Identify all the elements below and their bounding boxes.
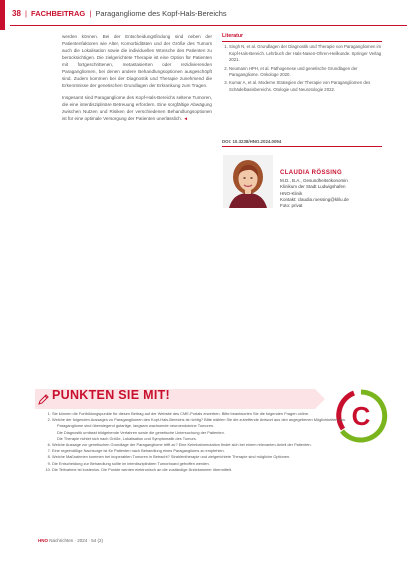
body-column [62,33,212,127]
cme-item: 2. Welche der folgenden Aussagen zu Paragangliomen des Kopf-Hals-Bereichs ist richtig? Bitte wählen Sie die zutreffende Antwort aus den angegebenen Möglichkeiten aus. [52,417,390,422]
body-paragraph: werden können. Bei der Entscheidungsfindung sind neben der Patientenfaktoren wie Alter, Komorbiditäten und der Größe des Tumors auch die Lokalisation sowie die individuellen Wünsche des Patienten zu berücksichtigen. Die zielgerichtete Therapie ist eine Option für Patienten mit fortgeschrittenen, metastasierten oder rezidivierenden Paragangliomen, bei denen andere Behandlungsoptionen ausgeschöpft sind. Zudem kommen bei der Diagnostik und Therapie zunehmend die Erkenntnisse der genetischen Grundlagen der Erkrankung zum Tragen. [62,34,212,88]
literature-box [222,33,382,95]
author-portrait-image [223,155,273,208]
end-mark-icon: ◄ [183,116,188,121]
footer-issue: Nachrichten · 2024 · 54 (2) [49,538,104,543]
author-line: Klinikum der Stadt Ludwigshafen [280,184,346,190]
doi-reference: DOI: 10.3238/HNO.2024.0094 [222,139,282,144]
author-photo [223,155,273,208]
literature-item: 3. Kumar A, et al. Moderne Strategien der Therapie von Paragangliomen des Schädelbasisbereichs. Otologie und Neurotologie 2022. [229,80,382,93]
cme-item: 10. Die Teilnahme ist kostenlos. Die Punkte werden elektronisch an die zuständige Ärztekammer übermittelt. [52,467,390,472]
cme-answer-option[interactable]: Paragangliome sind überwiegend gutartige, langsam wachsende neuroendokrine Tumoren. [57,423,215,429]
page-footer [38,538,103,543]
section-label: FACHBEITRAG [31,9,86,18]
author-line: Kontakt: claudia.roessing@klilu.de [280,196,349,202]
header-accent-bar [0,0,5,30]
cme-banner-title: PUNKTEN SIE MIT! [52,388,170,402]
header-rule [10,25,407,26]
cme-item: 6. Welche Aussage zur genetischen Grundlage der Paragangliome trifft zu? Eine Keimbahnmutation findet sich bei einem relevanten Anteil der Patienten. [52,442,390,447]
pencil-icon [38,392,49,410]
header-separator: | [25,9,27,18]
footer-brand: HNO [38,538,48,543]
author-line: Foto: privat [280,203,303,209]
cme-item: 1. Sie können die Fortbildungspunkte für diesen Beitrag auf der Website des CME-Portals erwerben. Bitte beantworten Sie die folgenden Fragen online. [52,411,390,416]
literature-item: 1. Singh N, et al. Grundlagen der Diagnostik und Therapie von Paragangliomen im Kopf-Hals-Bereich. Lehrbuch der Hals-Nasen-Ohren-Heilkunde. Springer Verlag 2021. [229,44,382,63]
cme-answer-option[interactable]: Die Diagnostik umfasst bildgebende Verfahren sowie die genetische Untersuchung der Patienten. [57,429,225,435]
svg-text:C: C [351,401,371,431]
cme-answer-option[interactable]: Die Therapie richtet sich nach Größe, Lokalisation und Symptomatik des Tumors. [57,435,197,441]
page-number: 38 [12,9,21,18]
cme-item: 7. Eine regelmäßige Nachsorge ist für Patienten nach Behandlung eines Paraganglioms zu empfehlen. [52,448,390,453]
body-paragraph: Insgesamt sind Paragangliome des Kopf-Hals-Bereichs seltene Tumoren, die eine interdisziplinäre Betreuung erfordern. Eine sorgfältige Abwägung zwischen Nutzen und Risiken der verschiedenen Behandlungsoptionen ist für eine optimale Versorgung der Patienten unerlässlich. ◄ [62,95,212,121]
literature-list [222,44,382,93]
literature-title: Literatur [222,33,382,42]
author-line: M.D., B.A., Gesundheitsökonomin [280,178,348,184]
cme-item: 9. Die Entscheidung zur Behandlung sollte im interdisziplinären Tumorboard getroffen werden. [52,461,390,466]
header-separator-2: | [89,9,92,18]
page-header [12,9,227,18]
literature-item: 2. Neumann HPH, et al. Pathogenese und genetische Grundlagen der Paragangliome. Onkologe 2020. [229,66,382,79]
literature-rule [222,146,382,147]
article-title: Paragangliome des Kopf-Hals-Bereichs [95,9,227,18]
author-line: HNO-Klinik [280,190,303,196]
author-info [280,170,390,209]
cme-question-list [47,411,390,473]
author-name: CLAUDIA RÖSSING [280,170,343,176]
cme-item: 8. Welche Maßnahmen kommen bei inoperablen Tumoren in Betracht? Strahlentherapie und zielgerichtete Therapie sind mögliche Optionen. [52,454,390,459]
